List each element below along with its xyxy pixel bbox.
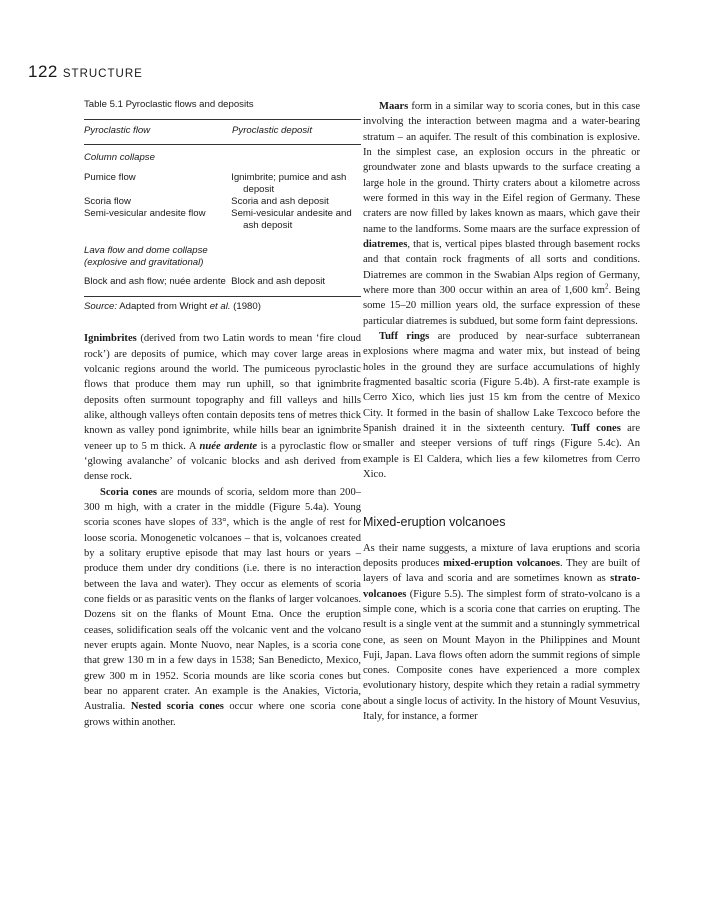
col-header-flow: Pyroclastic flow (84, 125, 151, 137)
table-source (84, 297, 361, 313)
paragraph-text: As their name suggests, a mixture of lava eruptions and scoria deposits produces (363, 542, 640, 569)
table-cell-deposit: Semi-vesicular andesite and ash deposit (231, 208, 352, 232)
col-header-deposit: Pyroclastic deposit (232, 125, 312, 137)
paragraph-text: is a pyroclastic flow or ‘glowing avalanche’ of volcanic blocks and ash derived from dense rock. (84, 440, 361, 483)
table-cell-deposit: Scoria and ash deposit (231, 196, 329, 208)
term-mixed-eruption-volcanoes: mixed-eruption volcanoes (443, 557, 560, 569)
left-column (84, 99, 361, 730)
paragraph-text: . They are built of layers of lava and scoria and are sometimes known as (363, 557, 641, 585)
table-cell-deposit: Block and ash deposit (231, 276, 326, 288)
paragraph-scoria-cones (84, 485, 361, 730)
paragraph-mixed-eruption (363, 541, 640, 725)
source-label: Source: (84, 301, 118, 313)
paragraph-ignimbrites (84, 331, 361, 484)
right-body (363, 99, 640, 724)
paragraph-text: form in a similar way to scoria cones, but in this case involving the interaction between magma and a water-bearing stratum – an aquifer. The result of this combination is explosive. In the simplest case, an explosion occurs in the phreatic or groundwater zone and blasts upwards to the surface creating a large hole in the ground. Thirty craters about a kilometre across were formed in this way in the Eifel region of Germany. These craters are now filled by lakes known as maars, which gave their name to the landforms. Some maars are the surface expression of (363, 101, 640, 235)
paragraph-text: . Being some 15–20 million years old, the surface expression of these particular diatremes is subdued, but some form faint depressions. (363, 284, 640, 327)
paragraph-text: are mounds of scoria, seldom more than 200–300 m high, with a crater in the middle (Figure 5.4a). Young scoria scones have slopes of 33°, which is the angle of rest for loose scoria. Monogenetic volcanoes – that is, volcanoes created by a solitary eruptive episode that may last hours or years – produce them under dry conditions (i.e. there is no interaction between the lava and water). They occur as elements of scoria cone fields or as parasitic vents on the flanks of larger volcanoes. Dozens sit on the flanks of Mount Etna. Once the eruption ceases, solidification seals off the volcanic vent and the volcano never erupts again. Monte Nuovo, near Naples, is a scoria cone that grew 130 m in a few days in 1538; San Benedicto, Mexico, grew 300 m in 1952. Scoria mounds are like scoria cones but bear no apparent crater. An example is the Anakies, Victoria, Australia. (84, 486, 361, 713)
term-scoria-cones: Scoria cones (100, 486, 158, 498)
page-number: 122 (28, 62, 58, 81)
section-name: STRUCTURE (62, 68, 143, 80)
source-text: Adapted from Wright (119, 301, 210, 313)
source-year: (1980) (230, 301, 261, 313)
table-group-column-collapse: Column collapse (84, 152, 155, 164)
table-header-row (84, 120, 361, 144)
table-cell-flow: Scoria flow (84, 196, 131, 208)
table-caption: Table 5.1 Pyroclastic flows and deposits (84, 99, 254, 110)
table-row (84, 208, 361, 232)
table-header-rule (84, 144, 361, 145)
right-column (363, 99, 640, 724)
paragraph-maars (363, 99, 640, 329)
term-tuff-rings: Tuff rings (379, 330, 430, 342)
paragraph-text: are produced by near-surface subterranean explosions where magma and water mix, but instead of being holes in the ground they are surface accumulations of highly fragmented basaltic scoria (Figure 5.4b). A first-rate example is Cerro Xico, which lies just 15 km from the centre of Mexico City. It formed in the basin of shallow Lake Texcoco before the Spanish drained it in the sixteenth century. (363, 330, 641, 434)
term-strato-volcanoes: strato-volcanoes (363, 573, 640, 600)
table-row (84, 276, 361, 288)
left-body (84, 331, 361, 730)
term-tuff-cones: Tuff cones (570, 422, 621, 434)
table-cell-flow: Block and ash flow; nuée ardente (84, 276, 226, 288)
term-diatremes: diatremes (363, 238, 408, 250)
section-heading: Mixed-eruption volcanoes (363, 515, 506, 530)
paragraph-tuff-rings (363, 329, 640, 482)
paragraph-text: (Figure 5.5). The simplest form of strato-volcano is a simple cone, which is a scoria cone that carries on erupting. The result is a single vent at the summit and a stunningly symmetrical cone, as seen on Mount Mayon in the Philippines and Mount Fuji, Japan. Lava flows often adorn the summit regions of simple cones. Composite cones have experienced a more complex evolutionary history, despite which they retain a radial symmetry about a single locus of activity. In the history of Mount Vesuvius, Italy, for instance, a former (363, 588, 640, 723)
running-head (28, 62, 143, 82)
paragraph-text: occur where one scoria cone grows within another. (84, 701, 361, 728)
term-nested-scoria-cones: Nested scoria cones (130, 701, 224, 713)
paragraph-text: are smaller and steeper versions of tuff rings (Figure 5.4c). An example is El Caldera, which lies a few kilometres from Cerro Xico. (363, 422, 640, 480)
source-etal: et al. (209, 301, 231, 313)
table-cell-flow: Semi-vesicular andesite flow (84, 208, 206, 220)
table-cell-deposit: Ignimbrite; pumice and ash deposit (231, 171, 347, 195)
table-row (84, 172, 361, 196)
term-ignimbrites: Ignimbrites (84, 333, 137, 345)
term-maars: Maars (379, 101, 409, 112)
table-group-lava-flow: Lava flow and dome collapse (explosive and gravitational) (84, 244, 208, 268)
paragraph-text: (derived from two Latin words to mean ‘fire cloud rock’) are deposits of pumice, which may cover large areas in volcanic regions around the world. The pumiceous pyroclastic flows that produce them may run uphill, so that ignimbrite deposits often surmount topography and fill valleys and hills alike, although valleys often contain deposits tens of metres thick known as valley pond ignimbrite, while hills bear an ignimbrite veneer up to 5 m thick. A (84, 333, 361, 452)
term-nuee-ardente: nuée ardente (199, 440, 258, 452)
table-row (84, 196, 361, 208)
table-cell-flow: Pumice flow (84, 171, 136, 183)
paragraph-text: , that is, vertical pipes blasted through basement rocks and that contain rock fragments of all sorts and conditions. Diatremes are common in the Swabian Alps region of Germany, where more than 300 occur within an area of 1,600 km (363, 238, 640, 296)
pyroclastic-table (84, 99, 361, 313)
superscript-two: 2 (605, 282, 609, 291)
